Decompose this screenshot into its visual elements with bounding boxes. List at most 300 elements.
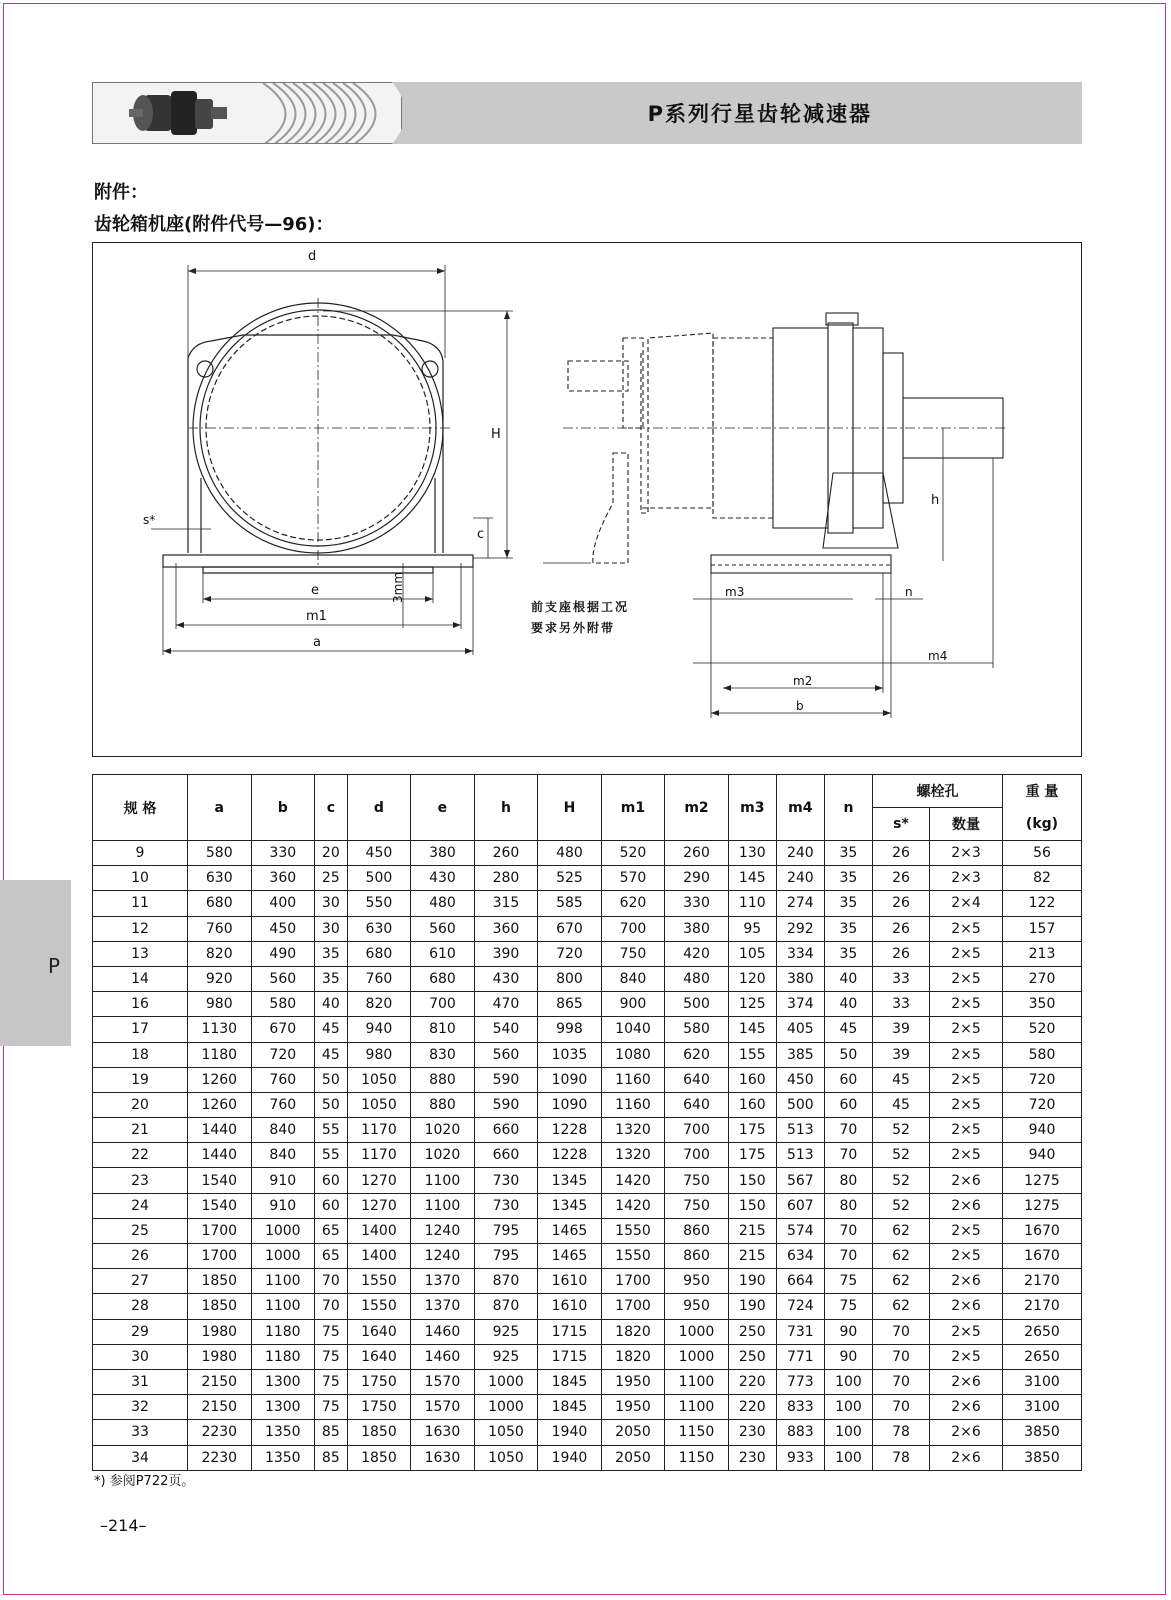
table-cell: 450	[776, 1067, 824, 1092]
table-cell: 1260	[188, 1092, 252, 1117]
table-cell: 450	[251, 916, 315, 941]
table-cell: 570	[601, 866, 665, 891]
table-cell: 155	[728, 1042, 776, 1067]
table-cell: 980	[347, 1042, 411, 1067]
table-cell: 574	[776, 1218, 824, 1243]
table-cell: 26	[93, 1244, 188, 1269]
dim-H: H	[491, 427, 501, 442]
table-cell: 925	[474, 1319, 538, 1344]
table-cell: 80	[824, 1193, 872, 1218]
table-cell: 62	[873, 1269, 930, 1294]
table-cell: 450	[347, 841, 411, 866]
table-cell: 215	[728, 1244, 776, 1269]
table-cell: 1350	[251, 1420, 315, 1445]
table-cell: 75	[824, 1294, 872, 1319]
table-cell: 14	[93, 966, 188, 991]
table-cell: 215	[728, 1218, 776, 1243]
table-cell: 1550	[347, 1269, 411, 1294]
page-number: –214–	[100, 1516, 147, 1535]
table-cell: 1420	[601, 1193, 665, 1218]
table-cell: 1275	[1003, 1168, 1082, 1193]
table-cell: 33	[873, 992, 930, 1017]
table-row	[93, 1042, 1082, 1067]
table-cell: 700	[601, 916, 665, 941]
table-cell: 1345	[538, 1193, 602, 1218]
table-row	[93, 841, 1082, 866]
table-cell: 3850	[1003, 1445, 1082, 1470]
table-row	[93, 1319, 1082, 1344]
table-cell: 1320	[601, 1143, 665, 1168]
table-cell: 2×6	[930, 1369, 1003, 1394]
table-cell: 1320	[601, 1118, 665, 1143]
table-cell: 680	[188, 891, 252, 916]
table-cell: 720	[1003, 1092, 1082, 1117]
section-tab-label: P	[48, 954, 61, 978]
table-cell: 2×4	[930, 891, 1003, 916]
table-cell: 590	[474, 1067, 538, 1092]
table-cell: 30	[315, 916, 348, 941]
spec-table-body	[93, 841, 1082, 1471]
table-cell: 70	[824, 1244, 872, 1269]
table-cell: 1980	[188, 1344, 252, 1369]
table-cell: 820	[188, 941, 252, 966]
table-cell: 640	[665, 1067, 729, 1092]
table-cell: 2×5	[930, 1042, 1003, 1067]
table-cell: 724	[776, 1294, 824, 1319]
table-cell: 160	[728, 1067, 776, 1092]
table-cell: 860	[665, 1218, 729, 1243]
col-bolt: 螺栓孔	[873, 775, 1003, 808]
table-cell: 1850	[188, 1294, 252, 1319]
table-cell: 1020	[411, 1143, 475, 1168]
table-cell: 400	[251, 891, 315, 916]
table-cell: 1228	[538, 1118, 602, 1143]
col-s: s*	[873, 808, 930, 841]
table-cell: 525	[538, 866, 602, 891]
table-cell: 130	[728, 841, 776, 866]
table-cell: 920	[188, 966, 252, 991]
table-cell: 2×5	[930, 941, 1003, 966]
col-b: b	[251, 775, 315, 841]
col-c: c	[315, 775, 348, 841]
table-cell: 750	[601, 941, 665, 966]
table-cell: 105	[728, 941, 776, 966]
table-cell: 82	[1003, 866, 1082, 891]
section-heading: 附件：	[94, 182, 148, 203]
table-cell: 731	[776, 1319, 824, 1344]
table-cell: 540	[474, 1017, 538, 1042]
table-cell: 60	[824, 1092, 872, 1117]
table-cell: 980	[188, 992, 252, 1017]
table-cell: 1850	[188, 1269, 252, 1294]
table-cell: 190	[728, 1269, 776, 1294]
table-cell: 760	[347, 966, 411, 991]
table-cell: 26	[873, 866, 930, 891]
table-cell: 290	[665, 866, 729, 891]
table-cell: 1950	[601, 1369, 665, 1394]
table-cell: 950	[665, 1294, 729, 1319]
table-cell: 1715	[538, 1344, 602, 1369]
table-cell: 1100	[411, 1193, 475, 1218]
col-kg: (kg)	[1003, 808, 1082, 841]
table-cell: 580	[251, 992, 315, 1017]
table-cell: 50	[315, 1067, 348, 1092]
table-row	[93, 866, 1082, 891]
table-cell: 883	[776, 1420, 824, 1445]
dim-e: e	[311, 583, 319, 598]
table-cell: 55	[315, 1118, 348, 1143]
table-cell: 1640	[347, 1344, 411, 1369]
table-cell: 1610	[538, 1294, 602, 1319]
table-row	[93, 1445, 1082, 1470]
table-cell: 810	[411, 1017, 475, 1042]
table-cell: 1050	[347, 1067, 411, 1092]
col-m4: m4	[776, 775, 824, 841]
table-cell: 35	[315, 966, 348, 991]
table-cell: 420	[665, 941, 729, 966]
table-cell: 230	[728, 1445, 776, 1470]
table-cell: 940	[1003, 1143, 1082, 1168]
table-cell: 65	[315, 1244, 348, 1269]
table-cell: 1370	[411, 1294, 475, 1319]
table-cell: 520	[1003, 1017, 1082, 1042]
table-cell: 122	[1003, 891, 1082, 916]
table-cell: 62	[873, 1244, 930, 1269]
table-cell: 26	[873, 841, 930, 866]
table-cell: 39	[873, 1017, 930, 1042]
table-cell: 35	[824, 866, 872, 891]
table-cell: 2650	[1003, 1344, 1082, 1369]
table-cell: 490	[251, 941, 315, 966]
table-cell: 567	[776, 1168, 824, 1193]
table-cell: 1570	[411, 1369, 475, 1394]
table-cell: 700	[665, 1143, 729, 1168]
table-cell: 2×5	[930, 1017, 1003, 1042]
table-cell: 1160	[601, 1092, 665, 1117]
table-cell: 75	[824, 1269, 872, 1294]
dim-m4: m4	[928, 649, 948, 663]
table-cell: 60	[824, 1067, 872, 1092]
table-cell: 1000	[251, 1244, 315, 1269]
table-cell: 145	[728, 1017, 776, 1042]
table-cell: 925	[474, 1344, 538, 1369]
table-cell: 1000	[665, 1319, 729, 1344]
table-cell: 1980	[188, 1319, 252, 1344]
table-cell: 1100	[411, 1168, 475, 1193]
table-row	[93, 916, 1082, 941]
table-cell: 1150	[665, 1445, 729, 1470]
table-cell: 1180	[251, 1319, 315, 1344]
table-cell: 52	[873, 1143, 930, 1168]
table-cell: 240	[776, 841, 824, 866]
table-cell: 1090	[538, 1092, 602, 1117]
table-cell: 1130	[188, 1017, 252, 1042]
table-cell: 720	[538, 941, 602, 966]
table-cell: 840	[251, 1143, 315, 1168]
table-cell: 840	[601, 966, 665, 991]
dim-c: c	[477, 527, 485, 542]
table-cell: 40	[315, 992, 348, 1017]
table-cell: 45	[315, 1042, 348, 1067]
table-row	[93, 941, 1082, 966]
table-cell: 25	[315, 866, 348, 891]
table-cell: 500	[665, 992, 729, 1017]
table-cell: 13	[93, 941, 188, 966]
table-row	[93, 966, 1082, 991]
table-cell: 27	[93, 1269, 188, 1294]
table-cell: 1090	[538, 1067, 602, 1092]
table-cell: 1850	[347, 1445, 411, 1470]
table-cell: 1080	[601, 1042, 665, 1067]
table-cell: 3850	[1003, 1420, 1082, 1445]
table-cell: 1345	[538, 1168, 602, 1193]
table-cell: 1050	[347, 1092, 411, 1117]
table-row	[93, 1395, 1082, 1420]
table-cell: 28	[93, 1294, 188, 1319]
gearbox-logo	[92, 82, 402, 144]
table-cell: 900	[601, 992, 665, 1017]
table-cell: 1940	[538, 1445, 602, 1470]
table-cell: 17	[93, 1017, 188, 1042]
table-cell: 20	[93, 1092, 188, 1117]
section-tab	[0, 880, 71, 1046]
table-row	[93, 1344, 1082, 1369]
table-cell: 2×6	[930, 1294, 1003, 1319]
table-cell: 950	[665, 1269, 729, 1294]
table-cell: 1820	[601, 1319, 665, 1344]
table-cell: 940	[347, 1017, 411, 1042]
footnote: *) 参阅P722页。	[94, 1474, 195, 1489]
table-cell: 1240	[411, 1218, 475, 1243]
table-cell: 1700	[601, 1294, 665, 1319]
table-cell: 585	[538, 891, 602, 916]
table-cell: 580	[188, 841, 252, 866]
table-cell: 39	[873, 1042, 930, 1067]
table-cell: 870	[474, 1294, 538, 1319]
table-cell: 26	[873, 891, 930, 916]
table-cell: 70	[873, 1395, 930, 1420]
table-cell: 1550	[347, 1294, 411, 1319]
table-cell: 1035	[538, 1042, 602, 1067]
table-cell: 33	[93, 1420, 188, 1445]
table-cell: 1670	[1003, 1218, 1082, 1243]
table-cell: 280	[474, 866, 538, 891]
table-cell: 800	[538, 966, 602, 991]
table-cell: 2×6	[930, 1168, 1003, 1193]
table-cell: 513	[776, 1143, 824, 1168]
table-cell: 2×5	[930, 966, 1003, 991]
table-cell: 1440	[188, 1118, 252, 1143]
table-cell: 1050	[474, 1420, 538, 1445]
table-cell: 430	[411, 866, 475, 891]
drawing-note-line1: 前支座根据工况	[531, 600, 630, 614]
table-cell: 1400	[347, 1244, 411, 1269]
table-cell: 56	[1003, 841, 1082, 866]
table-cell: 1845	[538, 1395, 602, 1420]
table-row	[93, 1067, 1082, 1092]
table-cell: 240	[776, 866, 824, 891]
table-cell: 60	[315, 1168, 348, 1193]
table-cell: 2230	[188, 1445, 252, 1470]
table-row	[93, 992, 1082, 1017]
table-cell: 95	[728, 916, 776, 941]
table-cell: 2×5	[930, 1344, 1003, 1369]
table-cell: 2×5	[930, 916, 1003, 941]
page-title: P系列行星齿轮减速器	[647, 102, 872, 126]
table-cell: 45	[873, 1092, 930, 1117]
dim-gap: 3mm	[391, 571, 405, 603]
col-e: e	[411, 775, 475, 841]
table-cell: 2×6	[930, 1395, 1003, 1420]
table-cell: 2170	[1003, 1294, 1082, 1319]
table-cell: 1850	[347, 1420, 411, 1445]
table-cell: 1040	[601, 1017, 665, 1042]
table-cell: 1170	[347, 1143, 411, 1168]
table-cell: 35	[315, 941, 348, 966]
spec-table	[92, 774, 1082, 1471]
table-cell: 2150	[188, 1369, 252, 1394]
table-cell: 1000	[474, 1369, 538, 1394]
table-cell: 220	[728, 1369, 776, 1394]
col-d: d	[347, 775, 411, 841]
table-cell: 2×6	[930, 1269, 1003, 1294]
table-cell: 720	[1003, 1067, 1082, 1092]
table-cell: 80	[824, 1168, 872, 1193]
table-cell: 9	[93, 841, 188, 866]
table-cell: 22	[93, 1143, 188, 1168]
table-cell: 45	[824, 1017, 872, 1042]
table-cell: 2×5	[930, 1319, 1003, 1344]
table-cell: 1940	[538, 1420, 602, 1445]
table-cell: 1160	[601, 1067, 665, 1092]
table-cell: 220	[728, 1395, 776, 1420]
table-cell: 35	[824, 891, 872, 916]
table-cell: 430	[474, 966, 538, 991]
table-cell: 2×6	[930, 1420, 1003, 1445]
table-cell: 640	[665, 1092, 729, 1117]
table-cell: 32	[93, 1395, 188, 1420]
table-cell: 1630	[411, 1445, 475, 1470]
table-cell: 70	[873, 1369, 930, 1394]
table-row	[93, 1269, 1082, 1294]
table-cell: 75	[315, 1369, 348, 1394]
table-cell: 750	[665, 1168, 729, 1193]
table-cell: 274	[776, 891, 824, 916]
table-cell: 1000	[665, 1344, 729, 1369]
table-cell: 1550	[601, 1244, 665, 1269]
table-cell: 760	[188, 916, 252, 941]
table-cell: 795	[474, 1218, 538, 1243]
table-cell: 700	[665, 1118, 729, 1143]
table-cell: 330	[251, 841, 315, 866]
table-row	[93, 1118, 1082, 1143]
table-cell: 2230	[188, 1420, 252, 1445]
table-cell: 85	[315, 1445, 348, 1470]
drawing-note-line2: 要求另外附带	[531, 621, 616, 635]
table-cell: 560	[411, 916, 475, 941]
table-cell: 380	[665, 916, 729, 941]
table-cell: 35	[824, 916, 872, 941]
table-cell: 680	[411, 966, 475, 991]
table-cell: 2×5	[930, 1118, 1003, 1143]
table-cell: 860	[665, 1244, 729, 1269]
col-n: n	[824, 775, 872, 841]
table-cell: 31	[93, 1369, 188, 1394]
table-cell: 1610	[538, 1269, 602, 1294]
table-cell: 292	[776, 916, 824, 941]
table-cell: 175	[728, 1143, 776, 1168]
table-cell: 26	[873, 916, 930, 941]
table-cell: 380	[776, 966, 824, 991]
table-cell: 1100	[665, 1369, 729, 1394]
table-cell: 2650	[1003, 1319, 1082, 1344]
table-row	[93, 1218, 1082, 1243]
table-cell: 1700	[188, 1244, 252, 1269]
table-cell: 1440	[188, 1143, 252, 1168]
table-cell: 513	[776, 1118, 824, 1143]
table-cell: 26	[873, 941, 930, 966]
table-cell: 670	[251, 1017, 315, 1042]
col-m2: m2	[665, 775, 729, 841]
table-cell: 157	[1003, 916, 1082, 941]
table-cell: 1020	[411, 1118, 475, 1143]
table-cell: 720	[251, 1042, 315, 1067]
table-cell: 1845	[538, 1369, 602, 1394]
table-cell: 1240	[411, 1244, 475, 1269]
table-cell: 70	[824, 1143, 872, 1168]
table-cell: 2×3	[930, 866, 1003, 891]
table-cell: 75	[315, 1319, 348, 1344]
table-cell: 90	[824, 1319, 872, 1344]
table-cell: 1100	[251, 1269, 315, 1294]
table-cell: 2×5	[930, 992, 1003, 1017]
table-cell: 250	[728, 1319, 776, 1344]
table-cell: 2×5	[930, 1218, 1003, 1243]
table-cell: 2050	[601, 1445, 665, 1470]
table-cell: 52	[873, 1118, 930, 1143]
table-cell: 1820	[601, 1344, 665, 1369]
table-cell: 550	[347, 891, 411, 916]
table-cell: 870	[474, 1269, 538, 1294]
table-cell: 330	[665, 891, 729, 916]
table-cell: 1420	[601, 1168, 665, 1193]
table-cell: 795	[474, 1244, 538, 1269]
table-cell: 70	[315, 1269, 348, 1294]
table-cell: 940	[1003, 1118, 1082, 1143]
table-cell: 680	[347, 941, 411, 966]
table-cell: 11	[93, 891, 188, 916]
table-cell: 620	[601, 891, 665, 916]
table-cell: 1570	[411, 1395, 475, 1420]
table-cell: 2×5	[930, 1067, 1003, 1092]
table-cell: 480	[665, 966, 729, 991]
table-cell: 480	[538, 841, 602, 866]
table-cell: 2×5	[930, 1143, 1003, 1168]
table-cell: 1180	[251, 1344, 315, 1369]
table-cell: 1100	[665, 1395, 729, 1420]
table-cell: 1170	[347, 1118, 411, 1143]
table-cell: 12	[93, 916, 188, 941]
table-cell: 1550	[601, 1218, 665, 1243]
table-cell: 40	[824, 966, 872, 991]
table-cell: 1700	[188, 1218, 252, 1243]
dim-m1: m1	[306, 609, 327, 624]
table-cell: 62	[873, 1218, 930, 1243]
dim-d: d	[308, 249, 317, 264]
table-cell: 90	[824, 1344, 872, 1369]
table-cell: 125	[728, 992, 776, 1017]
table-cell: 52	[873, 1193, 930, 1218]
